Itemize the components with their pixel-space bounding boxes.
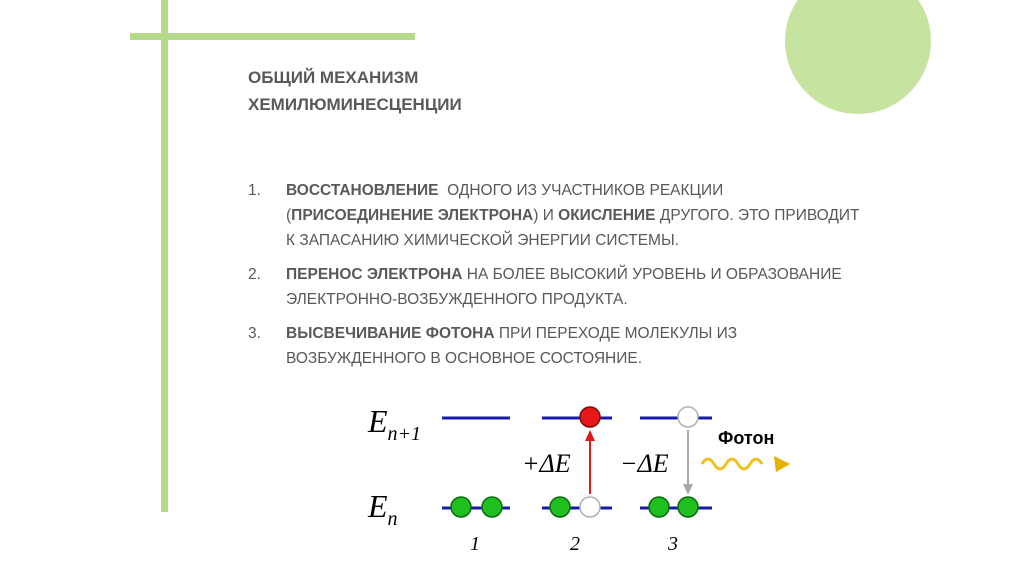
step-item — [248, 321, 868, 371]
stage-label-1: 1 — [470, 533, 480, 555]
stage-label-3: 3 — [668, 533, 678, 555]
delta-minus-label: −ΔE — [620, 449, 669, 478]
step-text — [286, 321, 868, 371]
slide-title — [248, 64, 462, 118]
electron-stage1-b — [482, 497, 502, 517]
step-text-bold: ОКИСЛЕНИЕ — [558, 207, 656, 224]
step-text-plain: ДРУГОГО. ЭТО ПРИВОДИТ К ЗАПАСАНИЮ ХИМИЧЕСКОЙ ЭНЕРГИИ СИСТЕМЫ. — [286, 207, 864, 249]
photon-arrow-head — [774, 456, 790, 472]
electron-stage2-ground — [550, 497, 570, 517]
electron-stage3-a — [649, 497, 669, 517]
slide-title-line1: ОБЩИЙ МЕХАНИЗМ — [248, 68, 419, 87]
step-text — [286, 262, 868, 312]
steps-list — [248, 178, 868, 380]
step-text-bold: ПРИСОЕДИНЕНИЕ ЭЛЕКТРОНА — [291, 207, 534, 224]
electron-stage1-a — [451, 497, 471, 517]
step-item — [248, 178, 868, 253]
electron-stage2-excited — [580, 407, 600, 427]
step-text-plain: ОДНОГО ИЗ УЧАСТНИКОВ РЕАКЦИИ ( — [286, 182, 728, 224]
decor-vertical-bar — [161, 0, 168, 512]
arrow-down-head — [683, 484, 693, 495]
step-text-plain: ) И — [533, 207, 559, 224]
step-number: 3. — [248, 325, 261, 342]
slide-title-line2: ХЕМИЛЮМИНЕСЦЕНЦИИ — [248, 95, 462, 114]
step-text-plain: НА БОЛЕЕ ВЫСОКИЙ УРОВЕНЬ И ОБРАЗОВАНИЕ ЭЛЕКТРОННО-ВОЗБУЖДЕННОГО ПРОДУКТА. — [286, 266, 851, 308]
step-text-plain: ПРИ ПЕРЕХОДЕ МОЛЕКУЛЫ ИЗ ВОЗБУЖДЕННОГО В ОСНОВНОЕ СОСТОЯНИЕ. — [286, 325, 742, 367]
step-text-bold: ПЕРЕНОС ЭЛЕКТРОНА — [286, 266, 463, 283]
arrow-up-head — [585, 430, 595, 441]
vacancy-stage2 — [580, 497, 600, 517]
step-text-bold: ВЫСВЕЧИВАНИЕ ФОТОНА — [286, 325, 495, 342]
step-text-bold: ВОССТАНОВЛЕНИЕ — [286, 182, 439, 199]
upper-level-label: $E_{n+1}$ — [368, 403, 422, 445]
photon-wave — [702, 459, 762, 469]
vacancy-stage3 — [678, 407, 698, 427]
stage-label-2: 2 — [570, 533, 580, 555]
energy-diagram — [350, 390, 810, 560]
electron-stage3-b — [678, 497, 698, 517]
decor-horizontal-bar — [130, 33, 415, 40]
step-text — [286, 178, 868, 253]
step-number: 1. — [248, 182, 261, 199]
photon-label: Фотон — [718, 428, 775, 448]
lower-level-label: $E_n$ — [368, 488, 398, 530]
delta-plus-label: +ΔE — [522, 449, 571, 478]
decor-circle — [785, 0, 931, 114]
step-item — [248, 262, 868, 312]
step-number: 2. — [248, 266, 261, 283]
